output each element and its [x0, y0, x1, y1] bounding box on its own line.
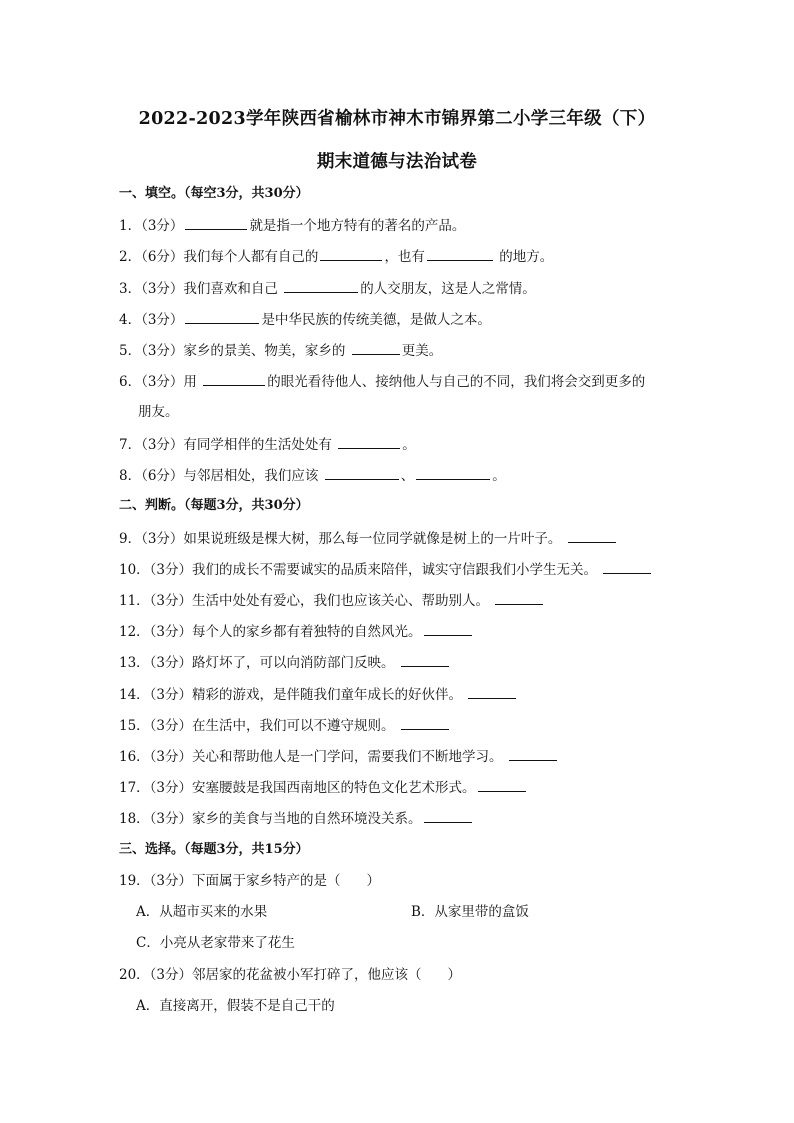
question-12-text: 12．（3分）每个人的家乡都有着独特的自然风光。 — [119, 624, 422, 640]
question-4-text: 是中华民族的传统美德，是做人之本。 — [261, 312, 491, 328]
question-8-text: 。 — [492, 468, 506, 484]
question-16 — [119, 746, 559, 767]
section-true-false: 二、判断。（每题3分，共30分） — [119, 498, 309, 513]
question-10-text: 10．（3分）我们的成长不需要诚实的品质来陪伴，诚实守信跟我们小学生无关。 — [119, 562, 602, 578]
question-2-prefix: 2．（6分）我们每个人都有自己的 — [119, 249, 319, 265]
question-18 — [119, 808, 474, 829]
question-16-text: 16．（3分）关心和帮助他人是一门学问，需要我们不断地学习。 — [119, 749, 507, 765]
answer-blank[interactable] — [185, 215, 247, 230]
question-5-text: 更美。 — [401, 343, 443, 359]
question-7 — [119, 434, 416, 455]
answer-blank[interactable] — [338, 434, 400, 449]
question-14-text: 14．（3分）精彩的游戏，是伴随我们童年成长的好伙伴。 — [119, 687, 467, 703]
question-2 — [119, 246, 553, 267]
question-2-mid: ，也有 — [384, 249, 425, 265]
question-19 — [119, 871, 380, 891]
question-8-prefix: 8．（6分）与邻居相处，我们应该 — [119, 468, 323, 484]
question-10 — [119, 559, 653, 580]
answer-blank[interactable] — [424, 621, 472, 636]
question-6-prefix: 6．（3分）用 — [119, 374, 202, 390]
question-2-text: 的地方。 — [494, 249, 554, 265]
answer-blank[interactable] — [427, 246, 493, 261]
question-20-close: ） — [447, 967, 462, 983]
question-13-text: 13．（3分）路灯坏了，可以向消防部门反映。 — [119, 655, 399, 671]
question-19-close: ） — [366, 873, 381, 889]
question-1 — [119, 215, 465, 236]
question-13 — [119, 652, 451, 673]
question-18-text: 18．（3分）家乡的美食与当地的自然环境没关系。 — [119, 811, 422, 827]
question-11 — [119, 590, 545, 611]
question-6-text: 的眼光看待他人、接纳他人与自己的不同，我们将会交到更多的 — [267, 374, 646, 390]
answer-blank[interactable] — [509, 746, 557, 761]
answer-blank[interactable] — [185, 309, 259, 324]
answer-blank[interactable] — [468, 684, 516, 699]
answer-blank[interactable] — [352, 340, 400, 355]
question-7-text: 。 — [402, 437, 416, 453]
question-17-text: 17．（3分）安塞腰鼓是我国西南地区的特色文化艺术形式。 — [119, 780, 476, 796]
answer-blank[interactable] — [401, 715, 449, 730]
answer-blank[interactable] — [478, 777, 526, 792]
question-1-text: 就是指一个地方特有的著名的产品。 — [249, 218, 466, 234]
answer-blank[interactable] — [325, 465, 399, 480]
answer-blank[interactable] — [401, 652, 449, 667]
section-fill-in: 一、填空。（每空3分，共30分） — [119, 186, 309, 201]
answer-blank[interactable] — [424, 808, 472, 823]
question-20-text: 20．（3分）邻居家的花盆被小军打碎了，他应该（ — [119, 967, 422, 983]
question-6 — [119, 371, 645, 392]
question-5-prefix: 5．（3分）家乡的景美、物美，家乡的 — [119, 343, 350, 359]
question-15 — [119, 715, 451, 736]
question-3 — [119, 278, 536, 299]
question-7-prefix: 7．（3分）有同学相伴的生活处处有 — [119, 437, 337, 453]
question-11-text: 11．（3分）生活中处处有爱心，我们也应该关心、帮助别人。 — [119, 593, 494, 609]
question-19-text: 19．（3分）下面属于家乡特产的是（ — [119, 873, 341, 889]
answer-blank[interactable] — [568, 528, 616, 543]
answer-blank[interactable] — [284, 278, 358, 293]
question-9 — [119, 528, 618, 549]
section-multiple-choice: 三、选择。（每题3分，共15分） — [119, 842, 309, 857]
exam-title-line1: 2022-2023学年陕西省榆林市神木市锦界第二小学三年级（下） — [138, 109, 656, 129]
question-8 — [119, 465, 506, 486]
answer-blank[interactable] — [320, 246, 382, 261]
question-12 — [119, 621, 474, 642]
question-4-prefix: 4．（3分） — [119, 312, 184, 328]
option-19-a[interactable]: A．从超市买来的水果 — [136, 904, 268, 920]
question-15-text: 15．（3分）在生活中，我们可以不遵守规则。 — [119, 718, 399, 734]
option-19-b[interactable]: B．从家里带的盒饭 — [411, 904, 529, 920]
question-3-text: 的人交朋友，这是人之常情。 — [360, 281, 536, 297]
question-5 — [119, 340, 442, 361]
answer-blank[interactable] — [416, 465, 490, 480]
question-1-prefix: 1．（3分） — [119, 218, 184, 234]
option-19-c[interactable]: C．小亮从老家带来了花生 — [136, 935, 295, 951]
question-14 — [119, 684, 518, 705]
question-6-continued: 朋友。 — [138, 404, 179, 420]
exam-title-line2: 期末道德与法治试卷 — [316, 152, 478, 172]
answer-blank[interactable] — [495, 590, 543, 605]
question-20 — [119, 965, 461, 985]
option-20-a[interactable]: A．直接离开，假装不是自己干的 — [136, 998, 335, 1014]
answer-blank[interactable] — [603, 559, 651, 574]
question-9-text: 9．（3分）如果说班级是棵大树，那么每一位同学就像是树上的一片叶子。 — [119, 531, 566, 547]
question-3-prefix: 3．（3分）我们喜欢和自己 — [119, 281, 283, 297]
question-8-mid: 、 — [400, 468, 415, 484]
answer-blank[interactable] — [203, 371, 265, 386]
question-4 — [119, 309, 491, 330]
question-17 — [119, 777, 528, 798]
